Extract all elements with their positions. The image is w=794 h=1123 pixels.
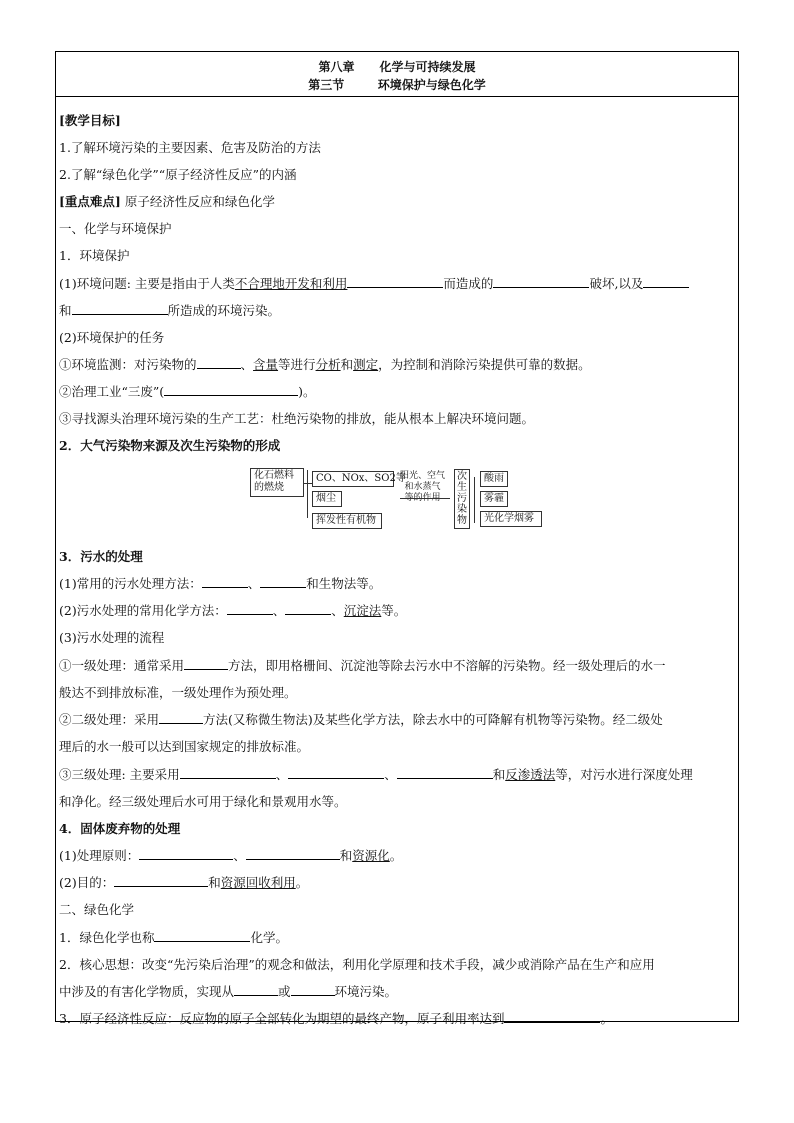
fill-blank[interactable] bbox=[234, 983, 278, 996]
fill-blank[interactable] bbox=[246, 847, 340, 860]
fill-blank[interactable] bbox=[72, 302, 168, 315]
fill-blank[interactable] bbox=[197, 356, 241, 369]
text-span: 等，对污水进行深度处理 bbox=[555, 767, 693, 782]
text-span: 、 bbox=[275, 767, 289, 782]
underlined-text: 资源化 bbox=[352, 848, 390, 863]
part-2-heading: 二、绿色化学 bbox=[59, 902, 135, 917]
key-points bbox=[59, 192, 275, 210]
goal-2: 2.了解“绿色化学”“原子经济性反应”的内涵 bbox=[59, 167, 297, 182]
env-problem-line-2 bbox=[59, 301, 280, 319]
text-span: 和 bbox=[492, 767, 506, 782]
fill-blank[interactable] bbox=[347, 275, 443, 288]
text-span: 或 bbox=[278, 984, 291, 999]
text-span: 等。 bbox=[381, 603, 407, 618]
stage-1-line-1 bbox=[59, 656, 666, 674]
text-span: 、 bbox=[240, 357, 254, 372]
text-span: ③三级处理: 主要采用 bbox=[59, 767, 180, 782]
text-span: (2)目的： bbox=[59, 875, 115, 890]
fill-blank[interactable] bbox=[288, 766, 384, 779]
fill-blank[interactable] bbox=[260, 575, 306, 588]
text-span: 1．绿色化学也称 bbox=[59, 930, 155, 945]
text-span: 等进行 bbox=[278, 357, 316, 372]
env-task-heading: (2)环境保护的任务 bbox=[59, 330, 165, 345]
water-flow-heading: (3)污水处理的流程 bbox=[59, 630, 165, 645]
text-span: 、 bbox=[272, 603, 286, 618]
text-span: 。 bbox=[295, 875, 309, 890]
bracket-left bbox=[307, 470, 308, 518]
text-span: 、 bbox=[247, 576, 261, 591]
task-source-control: ③寻找源头治理环境污染的生产工艺：杜绝污染物的排放，能从根本上解决环境问题。 bbox=[59, 411, 535, 426]
header-divider bbox=[56, 96, 738, 97]
secondary-box: 次 生 污 染 物 bbox=[454, 469, 470, 529]
text-span: (1)处理原则： bbox=[59, 848, 140, 863]
text-span: 而造成的 bbox=[443, 276, 494, 291]
core-idea-line-2 bbox=[59, 982, 397, 1000]
underlined-text: 含量 bbox=[253, 357, 279, 372]
section-title: 第三节 环境保护与绿色化学 bbox=[308, 78, 486, 92]
fill-blank[interactable] bbox=[397, 766, 493, 779]
text-span: 化学。 bbox=[250, 930, 288, 945]
underlined-text: 沉淀法 bbox=[343, 603, 382, 618]
key-text: 原子经济性反应和绿色化学 bbox=[120, 194, 275, 209]
text-span: 和 bbox=[339, 848, 353, 863]
text-span: ②二级处理：采用 bbox=[59, 712, 160, 727]
text-span: 、 bbox=[384, 767, 397, 782]
underlined-text: 资源回收利用 bbox=[220, 875, 296, 890]
section-1-heading: 1．环境保护 bbox=[59, 248, 130, 263]
bracket-right bbox=[474, 477, 475, 523]
text-span: 。 bbox=[600, 1011, 613, 1026]
text-span: 方法，即用格栅间、沉淀池等除去污水中不溶解的污染物。经一级处理后的水一 bbox=[228, 658, 666, 673]
text-span: 和 bbox=[59, 303, 72, 318]
task-monitoring bbox=[59, 355, 591, 373]
fill-blank[interactable] bbox=[493, 275, 589, 288]
fill-blank[interactable] bbox=[139, 847, 233, 860]
water-chem-methods bbox=[59, 601, 406, 619]
text-span: 和生物法等。 bbox=[306, 576, 382, 591]
fill-blank[interactable] bbox=[504, 1010, 600, 1023]
text-span: 和 bbox=[208, 875, 221, 890]
fill-blank[interactable] bbox=[227, 602, 273, 615]
fill-blank[interactable] bbox=[184, 657, 228, 670]
condition-label: 阳光、空气 和水蒸气 等的作用 bbox=[400, 471, 446, 503]
green-chem-alias bbox=[59, 928, 288, 946]
stage-1-line-2: 般达不到排放标准，一级处理作为预处理。 bbox=[59, 685, 297, 700]
text-span: 。 bbox=[389, 848, 403, 863]
task-three-wastes bbox=[59, 382, 316, 400]
stage-3-line-1 bbox=[59, 765, 693, 783]
text-span: 、 bbox=[331, 603, 344, 618]
goals-heading: [教学目标] bbox=[59, 113, 121, 128]
underlined-text: 测定 bbox=[353, 357, 379, 372]
fill-blank[interactable] bbox=[164, 383, 298, 396]
fill-blank[interactable] bbox=[114, 874, 208, 887]
fill-blank[interactable] bbox=[285, 602, 331, 615]
section-4-heading: 4．固体废弃物的处理 bbox=[59, 821, 181, 836]
stage-2-line-2: 理后的水一般可以达到国家规定的排放标准。 bbox=[59, 739, 310, 754]
section-2-heading: 2．大气污染物来源及次生污染物的形成 bbox=[59, 438, 281, 453]
text-span: (1)常用的污水处理方法： bbox=[59, 576, 202, 591]
text-span: ，为控制和消除污染提供可靠的数据。 bbox=[378, 357, 591, 372]
underlined-text: 反渗透法 bbox=[505, 767, 556, 782]
fill-blank[interactable] bbox=[643, 275, 689, 288]
arrow-line bbox=[400, 498, 450, 499]
text-span: ②治理工业“三废”( bbox=[59, 384, 165, 399]
water-methods bbox=[59, 574, 381, 592]
part-1-heading: 一、化学与环境保护 bbox=[59, 221, 172, 236]
text-span: 环境污染。 bbox=[334, 984, 398, 999]
result-box-1: 酸雨 bbox=[480, 471, 508, 487]
text-span: (1)环境问题: 主要是指由于人类 bbox=[59, 276, 235, 291]
goal-1: 1.了解环境污染的主要因素、危害及防治的方法 bbox=[59, 140, 321, 155]
env-problem-line bbox=[59, 274, 689, 292]
result-box-3: 光化学烟雾 bbox=[480, 511, 542, 527]
fill-blank[interactable] bbox=[159, 711, 203, 724]
text-span: 所造成的环境污染。 bbox=[167, 303, 281, 318]
text-span: 、 bbox=[233, 848, 246, 863]
solid-waste-purpose bbox=[59, 873, 308, 891]
fill-blank[interactable] bbox=[291, 983, 335, 996]
text-span: )。 bbox=[298, 384, 316, 399]
text-span: 方法(又称微生物法)及某些化学方法，除去水中的可降解有机物等污染物。经二级处 bbox=[203, 712, 663, 727]
result-box-2: 雾霾 bbox=[480, 491, 508, 507]
chapter-title: 第八章 化学与可持续发展 bbox=[318, 60, 476, 74]
fill-blank[interactable] bbox=[154, 929, 250, 942]
pollutant-box-1: CO、NOx、SO2等 bbox=[312, 471, 394, 487]
solid-waste-principles bbox=[59, 846, 402, 864]
text-span: ①环境监测：对污染物的 bbox=[59, 357, 197, 372]
underlined-text: 不合理地开发和利用 bbox=[234, 276, 348, 291]
text-span: 破坏,以及 bbox=[589, 276, 644, 291]
text-span: 和 bbox=[340, 357, 354, 372]
section-3-heading: 3．污水的处理 bbox=[59, 549, 143, 564]
atom-economy-line bbox=[59, 1009, 613, 1027]
text-span: (2)污水处理的常用化学方法： bbox=[59, 603, 227, 618]
core-idea-line-1: 2．核心思想：改变“先污染后治理”的观念和做法，利用化学原理和技术手段，减少或消除产品在生产和应用 bbox=[59, 957, 655, 972]
text-span: 中涉及的有害化学物质，实现从 bbox=[59, 984, 235, 999]
source-box: 化石燃料 的燃烧 bbox=[250, 468, 304, 497]
pollutant-box-2: 烟尘 bbox=[312, 491, 342, 507]
stage-3-line-2: 和净化。经三级处理后水可用于绿化和景观用水等。 bbox=[59, 794, 347, 809]
pollutant-box-3: 挥发性有机物 bbox=[312, 513, 382, 529]
underlined-text: 分析 bbox=[315, 357, 341, 372]
air-pollution-diagram bbox=[192, 413, 534, 526]
stage-2-line-1 bbox=[59, 710, 663, 728]
text-span: 3．原子经济性反应：反应物的原子全部转化为期望的最终产物，原子利用率达到 bbox=[59, 1011, 505, 1026]
key-heading: [重点难点] bbox=[59, 194, 121, 209]
fill-blank[interactable] bbox=[180, 766, 276, 779]
text-span: ①一级处理：通常采用 bbox=[59, 658, 185, 673]
fill-blank[interactable] bbox=[202, 575, 248, 588]
